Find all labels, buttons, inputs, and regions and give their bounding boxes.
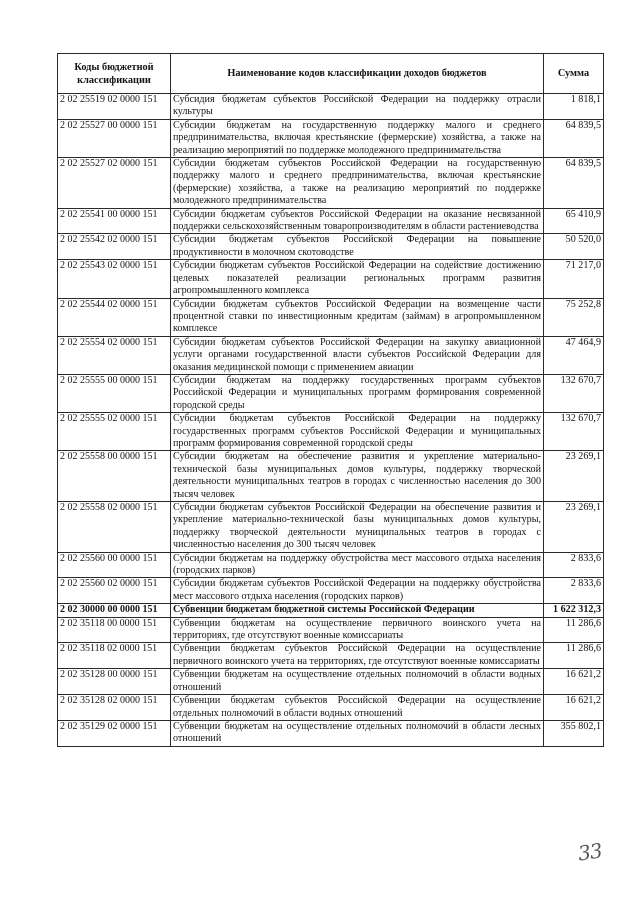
row-code-cell: 2 02 25560 00 0000 151 <box>58 552 171 578</box>
table-row <box>58 669 604 695</box>
row-code-cell: 2 02 35118 00 0000 151 <box>58 617 171 643</box>
table-row <box>58 119 604 157</box>
row-code-cell: 2 02 25519 02 0000 151 <box>58 94 171 120</box>
table-row <box>58 617 604 643</box>
row-code-cell: 2 02 25554 02 0000 151 <box>58 336 171 374</box>
row-code-cell: 2 02 25555 00 0000 151 <box>58 374 171 412</box>
row-code-cell: 2 02 25527 00 0000 151 <box>58 119 171 157</box>
row-code-cell: 2 02 25543 02 0000 151 <box>58 260 171 298</box>
row-name-cell: Субсидии бюджетам субъектов Российской Федерации на повышение продуктивности в молочном скотоводстве <box>171 234 544 260</box>
row-name-cell: Субсидии бюджетам на поддержку обустройства мест массового отдыха населения (городских парков) <box>171 552 544 578</box>
row-sum-cell: 132 670,7 <box>544 413 604 451</box>
row-name-cell: Субвенции бюджетам бюджетной системы Российской Федерации <box>171 604 544 617</box>
row-code-cell: 2 02 25541 00 0000 151 <box>58 208 171 234</box>
row-sum-cell: 1 818,1 <box>544 94 604 120</box>
row-code-cell: 2 02 25558 00 0000 151 <box>58 451 171 502</box>
table-row <box>58 552 604 578</box>
table-row <box>58 643 604 669</box>
row-sum-cell: 16 621,2 <box>544 695 604 721</box>
row-sum-cell: 64 839,5 <box>544 119 604 157</box>
header-sum: Сумма <box>544 54 604 94</box>
table-row <box>58 451 604 502</box>
table-row <box>58 336 604 374</box>
row-name-cell: Субсидии бюджетам на государственную поддержку малого и среднего предпринимательства, включая крестьянские (фермерские) хозяйства, а также на реализацию мероприятий по поддержке молодежного предпринимательства <box>171 119 544 157</box>
table-row <box>58 720 604 746</box>
table-row <box>58 604 604 617</box>
row-name-cell: Субсидии бюджетам субъектов Российской Федерации на обеспечение развития и укрепление материально-технической базы муниципальных домов культуры, поддержку творческой деятельности муниципальных театров в городах с численностью населения до 300 тысяч человек <box>171 502 544 553</box>
row-code-cell: 2 02 30000 00 0000 151 <box>58 604 171 617</box>
row-name-cell: Субсидия бюджетам субъектов Российской Федерации на поддержку отрасли культуры <box>171 94 544 120</box>
row-code-cell: 2 02 25558 02 0000 151 <box>58 502 171 553</box>
table-row <box>58 578 604 604</box>
table-row <box>58 298 604 336</box>
table-row <box>58 260 604 298</box>
row-code-cell: 2 02 35118 02 0000 151 <box>58 643 171 669</box>
row-code-cell: 2 02 25542 02 0000 151 <box>58 234 171 260</box>
table-row <box>58 374 604 412</box>
row-sum-cell: 23 269,1 <box>544 502 604 553</box>
row-name-cell: Субвенции бюджетам на осуществление первичного воинского учета на территориях, где отсутствуют военные комиссариаты <box>171 617 544 643</box>
row-code-cell: 2 02 35128 02 0000 151 <box>58 695 171 721</box>
row-name-cell: Субвенции бюджетам на осуществление отдельных полномочий в области лесных отношений <box>171 720 544 746</box>
row-sum-cell: 75 252,8 <box>544 298 604 336</box>
row-sum-cell: 2 833,6 <box>544 578 604 604</box>
row-sum-cell: 11 286,6 <box>544 643 604 669</box>
table-header-row <box>58 54 604 94</box>
table-row <box>58 208 604 234</box>
header-code: Коды бюджетной классификации <box>58 54 171 94</box>
row-name-cell: Субсидии бюджетам субъектов Российской Федерации на содействие достижению целевых показателей реализации региональных программ развития агропромышленного комплекса <box>171 260 544 298</box>
row-name-cell: Субсидии бюджетам субъектов Российской Федерации на государственную поддержку малого и среднего предпринимательства, включая крестьянские (фермерские) хозяйства, а также на реализацию мероприятий по поддержке молодежного предпринимательства <box>171 158 544 209</box>
table-row <box>58 158 604 209</box>
row-sum-cell: 71 217,0 <box>544 260 604 298</box>
header-name: Наименование кодов классификации доходов бюджетов <box>171 54 544 94</box>
table-row <box>58 502 604 553</box>
row-sum-cell: 50 520,0 <box>544 234 604 260</box>
budget-classification-table <box>57 53 604 747</box>
row-name-cell: Субсидии бюджетам субъектов Российской Федерации на оказание несвязанной поддержки сельскохозяйственным товаропроизводителям в области растениеводства <box>171 208 544 234</box>
row-name-cell: Субсидии бюджетам субъектов Российской Федерации на закупку авиационной услуги органами государственной власти субъектов Российской Федерации для оказания медицинской помощи с применением авиации <box>171 336 544 374</box>
row-sum-cell: 65 410,9 <box>544 208 604 234</box>
table-row <box>58 234 604 260</box>
table-row <box>58 413 604 451</box>
row-sum-cell: 11 286,6 <box>544 617 604 643</box>
row-sum-cell: 64 839,5 <box>544 158 604 209</box>
row-name-cell: Субсидии бюджетам субъектов Российской Федерации на поддержку обустройства мест массового отдыха населения (городских парков) <box>171 578 544 604</box>
row-name-cell: Субвенции бюджетам субъектов Российской Федерации на осуществление первичного воинского учета на территориях, где отсутствуют военные комиссариаты <box>171 643 544 669</box>
row-name-cell: Субвенции бюджетам на осуществление отдельных полномочий в области водных отношений <box>171 669 544 695</box>
row-sum-cell: 132 670,7 <box>544 374 604 412</box>
row-name-cell: Субсидии бюджетам субъектов Российской Федерации на поддержку государственных программ субъектов Российской Федерации и муниципальных программ формирования современной городской среды <box>171 413 544 451</box>
row-sum-cell: 2 833,6 <box>544 552 604 578</box>
table-row <box>58 695 604 721</box>
row-name-cell: Субсидии бюджетам на поддержку государственных программ субъектов Российской Федерации и муниципальных программ формирования современной городской среды <box>171 374 544 412</box>
row-code-cell: 2 02 25555 02 0000 151 <box>58 413 171 451</box>
row-sum-cell: 355 802,1 <box>544 720 604 746</box>
row-name-cell: Субсидии бюджетам субъектов Российской Федерации на возмещение части процентной ставки по инвестиционным кредитам (займам) в агропромышленном комплексе <box>171 298 544 336</box>
row-sum-cell: 47 464,9 <box>544 336 604 374</box>
row-name-cell: Субсидии бюджетам на обеспечение развития и укрепление материально-технической базы муниципальных домов культуры, поддержку творческой деятельности муниципальных театров в городах с численностью населения до 300 тысяч человек <box>171 451 544 502</box>
row-sum-cell: 16 621,2 <box>544 669 604 695</box>
row-code-cell: 2 02 25544 02 0000 151 <box>58 298 171 336</box>
row-code-cell: 2 02 25527 02 0000 151 <box>58 158 171 209</box>
row-sum-cell: 1 622 312,3 <box>544 604 604 617</box>
table-row <box>58 94 604 120</box>
row-code-cell: 2 02 35128 00 0000 151 <box>58 669 171 695</box>
row-name-cell: Субвенции бюджетам субъектов Российской Федерации на осуществление отдельных полномочий в области водных отношений <box>171 695 544 721</box>
row-sum-cell: 23 269,1 <box>544 451 604 502</box>
row-code-cell: 2 02 25560 02 0000 151 <box>58 578 171 604</box>
row-code-cell: 2 02 35129 02 0000 151 <box>58 720 171 746</box>
handwritten-page-number: 33 <box>576 838 604 866</box>
